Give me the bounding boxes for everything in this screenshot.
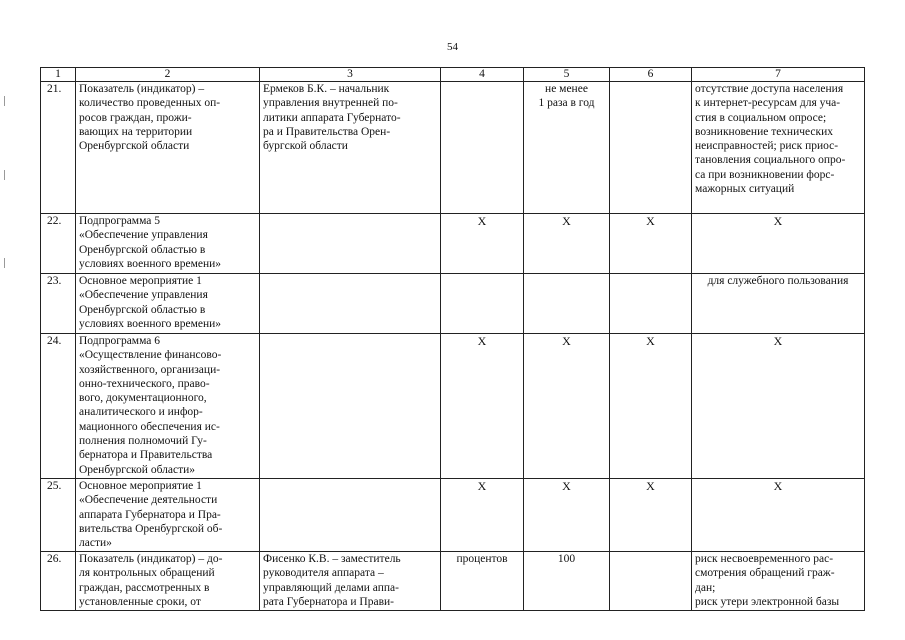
header-cell: 2 bbox=[76, 68, 260, 82]
margin-mark bbox=[4, 96, 5, 106]
row-number: 22. bbox=[41, 214, 76, 274]
row-number: 21. bbox=[41, 82, 76, 214]
row-value: Х bbox=[524, 479, 610, 552]
margin-mark bbox=[4, 258, 5, 268]
row-risks: для служебного пользования bbox=[692, 274, 865, 334]
row-risks: риск несвоевременного рас- смотрения обращений граж- дан; риск утери электронной базы bbox=[692, 552, 865, 611]
table-row bbox=[41, 214, 865, 274]
row-unit: Х bbox=[441, 334, 524, 479]
row-unit: Х bbox=[441, 214, 524, 274]
page-number: 54 bbox=[447, 41, 458, 53]
table-row bbox=[41, 552, 865, 611]
row-title: Подпрограмма 6 «Осуществление финансово- хозяйственного, организаци- онно-технического, право- вого, документационного, аналитического и инфор- мационного обеспечения ис- полнения полномочий Гу- бернатора и Правительства Оренбургской области» bbox=[76, 334, 260, 479]
row-col6: Х bbox=[610, 479, 692, 552]
row-col6: Х bbox=[610, 334, 692, 479]
row-number: 24. bbox=[41, 334, 76, 479]
row-value: Х bbox=[524, 334, 610, 479]
row-responsible bbox=[260, 479, 441, 552]
header-cell: 1 bbox=[41, 68, 76, 82]
header-cell: 3 bbox=[260, 68, 441, 82]
row-responsible bbox=[260, 334, 441, 479]
header-cell: 6 bbox=[610, 68, 692, 82]
row-risks: Х bbox=[692, 214, 865, 274]
row-col6 bbox=[610, 274, 692, 334]
table-row bbox=[41, 274, 865, 334]
row-col6 bbox=[610, 82, 692, 214]
row-value: не менее 1 раза в год bbox=[524, 82, 610, 214]
row-responsible bbox=[260, 274, 441, 334]
row-unit: процентов bbox=[441, 552, 524, 611]
row-risks: Х bbox=[692, 479, 865, 552]
program-table bbox=[40, 67, 865, 611]
table-header-row bbox=[41, 68, 865, 82]
row-value bbox=[524, 274, 610, 334]
table-row bbox=[41, 82, 865, 214]
row-number: 26. bbox=[41, 552, 76, 611]
row-title: Основное мероприятие 1 «Обеспечение управления Оренбургской областью в условиях военного времени» bbox=[76, 274, 260, 334]
row-title: Показатель (индикатор) – до- ля контрольных обращений граждан, рассмотренных в установленные сроки, от bbox=[76, 552, 260, 611]
row-risks: отсутствие доступа населения к интернет-ресурсам для уча- стия в социальном опросе; возникновение технических неисправностей; риск приос- тановления социального опро- са при возникновении форс- мажорных ситуаций bbox=[692, 82, 865, 214]
table-row bbox=[41, 479, 865, 552]
row-responsible: Фисенко К.В. – заместитель руководителя аппарата – управляющий делами аппа- рата Губернатора и Прави- bbox=[260, 552, 441, 611]
margin-mark bbox=[4, 170, 5, 180]
row-number: 23. bbox=[41, 274, 76, 334]
program-table-wrapper bbox=[40, 67, 864, 611]
table-row bbox=[41, 334, 865, 479]
row-responsible bbox=[260, 214, 441, 274]
row-risks: Х bbox=[692, 334, 865, 479]
header-cell: 5 bbox=[524, 68, 610, 82]
row-number: 25. bbox=[41, 479, 76, 552]
row-unit bbox=[441, 274, 524, 334]
row-unit: Х bbox=[441, 479, 524, 552]
row-title: Подпрограмма 5 «Обеспечение управления Оренбургской областью в условиях военного времени» bbox=[76, 214, 260, 274]
row-col6 bbox=[610, 552, 692, 611]
header-cell: 7 bbox=[692, 68, 865, 82]
row-title: Основное мероприятие 1 «Обеспечение деятельности аппарата Губернатора и Пра- вительства Оренбургской об- ласти» bbox=[76, 479, 260, 552]
header-cell: 4 bbox=[441, 68, 524, 82]
row-value: 100 bbox=[524, 552, 610, 611]
row-value: Х bbox=[524, 214, 610, 274]
row-col6: Х bbox=[610, 214, 692, 274]
row-title: Показатель (индикатор) – количество проведенных оп- росов граждан, прожи- вающих на территории Оренбургской области bbox=[76, 82, 260, 214]
row-unit bbox=[441, 82, 524, 214]
row-responsible: Ермеков Б.К. – начальник управления внутренней по- литики аппарата Губернато- ра и Правительства Орен- бургской области bbox=[260, 82, 441, 214]
